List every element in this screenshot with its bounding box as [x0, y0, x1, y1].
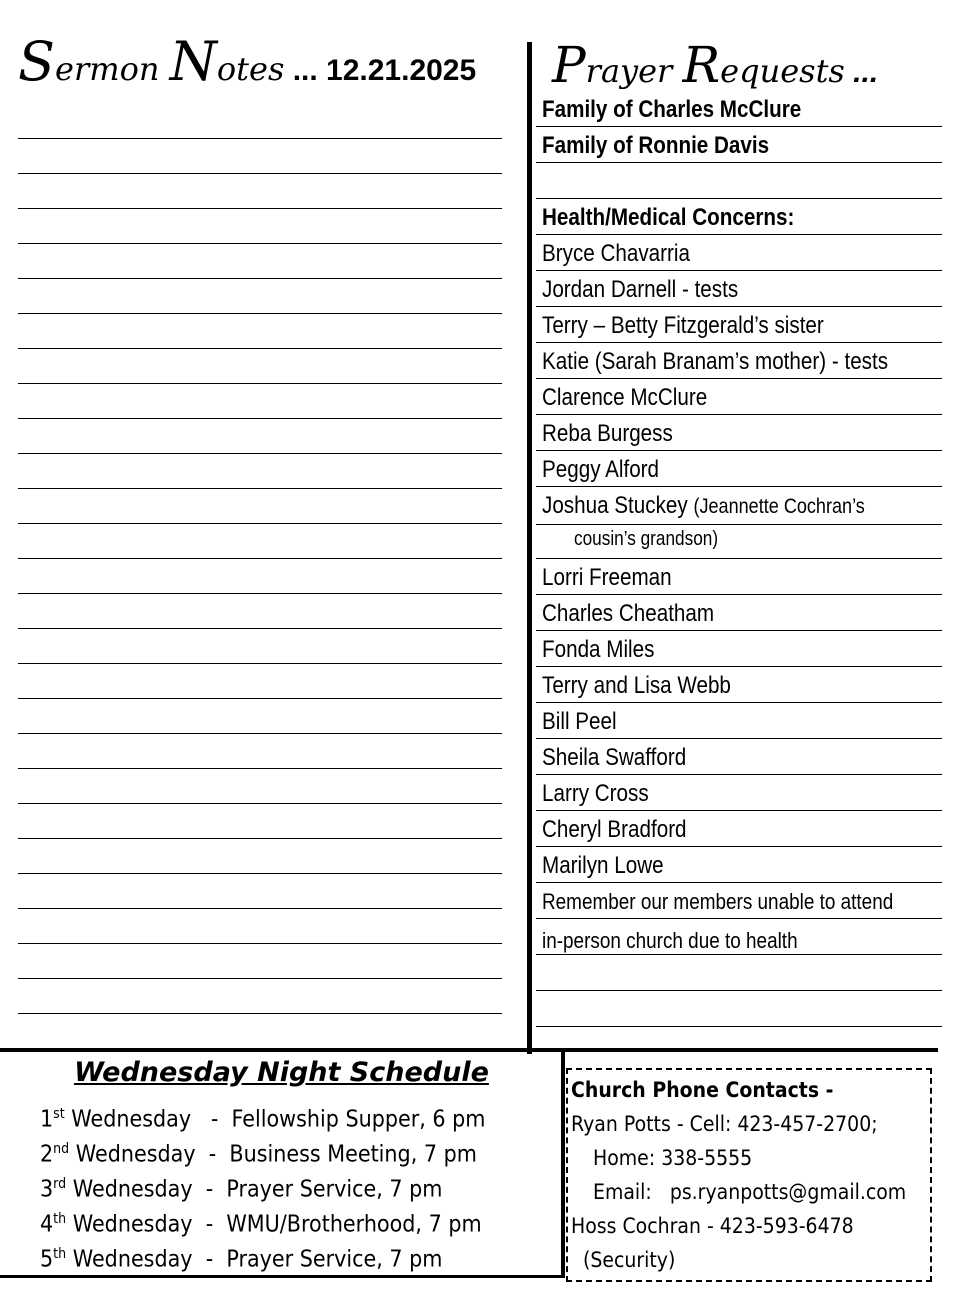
- prayer-health-item: Marilyn Lowe: [536, 847, 942, 883]
- column-divider: [527, 42, 532, 1054]
- schedule-row: 5th Wednesday - Prayer Service, 7 pm: [40, 1246, 443, 1273]
- prayer-health-item: Katie (Sarah Branam’s mother) - tests: [536, 343, 942, 379]
- sermon-note-line: [18, 454, 502, 489]
- sermon-note-line: [18, 349, 502, 384]
- prayer-health-item: Lorri Freeman: [536, 559, 942, 595]
- sermon-note-line: [18, 314, 502, 349]
- church-phone-contacts: [571, 1073, 931, 1277]
- prayer-title-word2: equests: [720, 52, 845, 90]
- joshua-note: (Jeannette Cochran’s: [693, 495, 865, 518]
- prayer-remember-line2: in-person church due to health: [536, 919, 942, 955]
- prayer-health-item: Larry Cross: [536, 775, 942, 811]
- prayer-health-item: Charles Cheatham: [536, 595, 942, 631]
- prayer-requests-title: [552, 36, 878, 94]
- sermon-note-line: [18, 139, 502, 174]
- sermon-note-line: [18, 909, 502, 944]
- sermon-note-line: [18, 489, 502, 524]
- sermon-note-line: [18, 419, 502, 454]
- sermon-title-word1: ermon: [55, 50, 170, 88]
- sermon-note-line: [18, 1014, 502, 1049]
- joshua-name: Joshua Stuckey: [542, 492, 694, 519]
- section-divider: [0, 1048, 938, 1052]
- prayer-health-item: Reba Burgess: [536, 415, 942, 451]
- sermon-notes-lines: [18, 104, 502, 1049]
- sermon-note-line: [18, 769, 502, 804]
- prayer-health-item: Sheila Swafford: [536, 739, 942, 775]
- schedule-row: 3rd Wednesday - Prayer Service, 7 pm: [40, 1176, 443, 1203]
- prayer-list: [536, 91, 942, 1027]
- schedule-row: 2nd Wednesday - Business Meeting, 7 pm: [40, 1141, 477, 1168]
- prayer-title-dots: ...: [844, 56, 879, 89]
- prayer-blank-line: [536, 163, 942, 199]
- sermon-note-line: [18, 979, 502, 1014]
- contact-line: (Security): [583, 1248, 676, 1272]
- prayer-health-item: Fonda Miles: [536, 631, 942, 667]
- prayer-remember-line1: Remember our members unable to attend: [536, 883, 942, 919]
- contact-email[interactable]: Email: ps.ryanpotts@gmail.com: [593, 1180, 907, 1204]
- sermon-note-line: [18, 279, 502, 314]
- prayer-title-word1: rayer: [585, 52, 683, 90]
- sermon-date: ... 12.21.2025: [284, 54, 477, 87]
- contact-line: Ryan Potts - Cell: 423-457-2700;: [571, 1112, 878, 1136]
- prayer-health-item: Jordan Darnell - tests: [536, 271, 942, 307]
- sermon-note-line: [18, 734, 502, 769]
- sermon-note-line: [18, 944, 502, 979]
- prayer-health-item: Cheryl Bradford: [536, 811, 942, 847]
- prayer-health-item: Bill Peel: [536, 703, 942, 739]
- prayer-family-item: Family of Ronnie Davis: [536, 127, 942, 163]
- prayer-health-item: Peggy Alford: [536, 451, 942, 487]
- sermon-note-line: [18, 804, 502, 839]
- contact-line: Hoss Cochran - 423-593-6478: [571, 1214, 854, 1238]
- wednesday-schedule-list: [40, 1097, 560, 1272]
- schedule-row: 4th Wednesday - WMU/Brotherhood, 7 pm: [40, 1211, 482, 1238]
- prayer-health-item: Terry – Betty Fitzgerald’s sister: [536, 307, 942, 343]
- sermon-note-line: [18, 699, 502, 734]
- contacts-title: Church Phone Contacts -: [571, 1078, 834, 1102]
- sermon-note-line: [18, 559, 502, 594]
- prayer-health-item-joshua-cont: cousin’s grandson): [536, 525, 942, 559]
- prayer-health-item: Terry and Lisa Webb: [536, 667, 942, 703]
- prayer-blank-line: [536, 955, 942, 991]
- sermon-title-cap-s: S: [18, 30, 55, 93]
- health-concerns-heading: Health/Medical Concerns:: [536, 199, 942, 235]
- sermon-note-line: [18, 874, 502, 909]
- schedule-row: 1st Wednesday - Fellowship Supper, 6 pm: [40, 1106, 486, 1133]
- sermon-notes-title: [18, 30, 518, 92]
- sermon-note-line: [18, 104, 502, 139]
- sermon-note-line: [18, 839, 502, 874]
- sermon-note-line: [18, 629, 502, 664]
- sermon-note-line: [18, 209, 502, 244]
- wednesday-schedule-title: Wednesday Night Schedule: [74, 1057, 489, 1088]
- prayer-family-item: Family of Charles McClure: [536, 91, 942, 127]
- sermon-title-cap-n: N: [169, 30, 217, 93]
- prayer-title-cap-p: P: [552, 36, 586, 94]
- sermon-title-word2: otes: [216, 50, 285, 88]
- prayer-health-item: Clarence McClure: [536, 379, 942, 415]
- prayer-health-item-joshua: [536, 487, 942, 525]
- sermon-note-line: [18, 384, 502, 419]
- prayer-title-cap-r: R: [682, 36, 721, 94]
- sermon-note-line: [18, 524, 502, 559]
- prayer-blank-line: [536, 991, 942, 1027]
- sermon-note-line: [18, 594, 502, 629]
- sermon-note-line: [18, 174, 502, 209]
- sermon-note-line: [18, 244, 502, 279]
- prayer-health-item: Bryce Chavarria: [536, 235, 942, 271]
- contact-line: Home: 338-5555: [593, 1146, 753, 1170]
- sermon-note-line: [18, 664, 502, 699]
